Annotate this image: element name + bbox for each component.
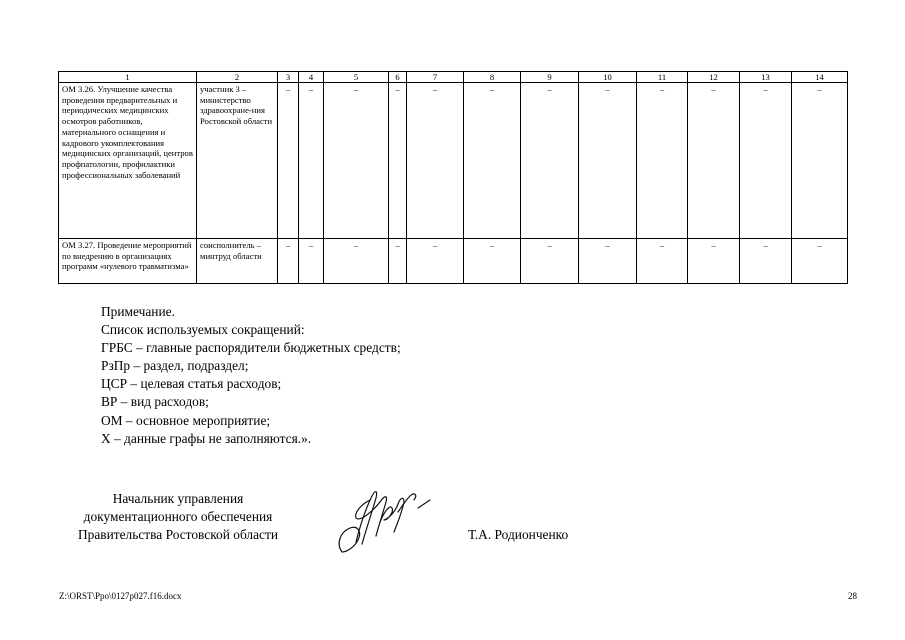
value-cell: – <box>324 83 389 239</box>
abbreviation-item: ГРБС – главные распорядители бюджетных средств; <box>101 340 401 356</box>
column-header: 10 <box>579 72 637 83</box>
executor-cell: участник 3 – министерство здравоохране-ния Ростовской области <box>197 83 278 239</box>
position-line: документационного обеспечения <box>83 509 273 525</box>
value-cell: – <box>464 239 521 284</box>
note-heading: Примечание. <box>101 304 175 319</box>
value-cell: – <box>407 83 464 239</box>
value-cell: – <box>688 83 740 239</box>
value-cell: – <box>278 239 299 284</box>
position-line: Правительства Ростовской области <box>77 527 279 543</box>
value-cell: – <box>521 83 579 239</box>
abbreviations-title: Список используемых сокращений: <box>101 322 305 338</box>
activity-name-cell: ОМ 3.27. Проведение мероприятий по внедрению в организациях программ «нулевого травматизма» <box>59 239 197 284</box>
file-path: Z:\ORST\Ppo\0127p027.f16.docx <box>59 591 182 601</box>
value-cell: – <box>740 83 792 239</box>
value-cell: – <box>792 239 848 284</box>
column-header: 12 <box>688 72 740 83</box>
column-header: 5 <box>324 72 389 83</box>
column-header: 13 <box>740 72 792 83</box>
handwritten-signature <box>332 482 442 560</box>
abbreviation-item: ОМ – основное мероприятие; <box>101 412 271 428</box>
value-cell: – <box>579 239 637 284</box>
signatory-position <box>60 490 296 544</box>
column-header: 8 <box>464 72 521 83</box>
value-cell: – <box>389 239 407 284</box>
page-number: 28 <box>848 591 857 601</box>
value-cell: – <box>299 83 324 239</box>
column-header: 3 <box>278 72 299 83</box>
value-cell: – <box>464 83 521 239</box>
column-header: 1 <box>59 72 197 83</box>
position-line: Начальник управления <box>112 491 244 506</box>
value-cell: – <box>407 239 464 284</box>
value-cell: – <box>278 83 299 239</box>
abbreviation-item: ВР – вид расходов; <box>101 394 209 410</box>
value-cell: – <box>740 239 792 284</box>
column-header: 14 <box>792 72 848 83</box>
abbreviation-item: РзПр – раздел, подраздел; <box>101 358 249 374</box>
abbreviations-note <box>101 303 401 448</box>
column-header: 7 <box>407 72 464 83</box>
column-header: 4 <box>299 72 324 83</box>
value-cell: – <box>521 239 579 284</box>
value-cell: – <box>637 83 688 239</box>
abbreviation-item: ЦСР – целевая статья расходов; <box>101 376 282 392</box>
value-cell: – <box>389 83 407 239</box>
table-row <box>59 239 848 284</box>
value-cell: – <box>299 239 324 284</box>
column-header: 9 <box>521 72 579 83</box>
value-cell: – <box>637 239 688 284</box>
column-header: 2 <box>197 72 278 83</box>
signatory-name: Т.А. Родионченко <box>468 527 569 542</box>
value-cell: – <box>324 239 389 284</box>
value-cell: – <box>579 83 637 239</box>
column-header: 6 <box>389 72 407 83</box>
column-header: 11 <box>637 72 688 83</box>
executor-cell: соисполнитель – минтруд области <box>197 239 278 284</box>
value-cell: – <box>792 83 848 239</box>
activity-name-cell: ОМ 3.26. Улучшение качества проведения предварительных и периодических медицинских осмотров работников, материального оснащения и кадрового укомплектования медицинских организаций, центров профпатологии, профилактики профессиональных заболеваний <box>59 83 197 239</box>
table-row <box>59 83 848 239</box>
value-cell: – <box>688 239 740 284</box>
table-header-row <box>59 72 848 83</box>
abbreviation-item: Х – данные графы не заполняются.». <box>101 430 312 446</box>
program-table <box>58 71 848 284</box>
